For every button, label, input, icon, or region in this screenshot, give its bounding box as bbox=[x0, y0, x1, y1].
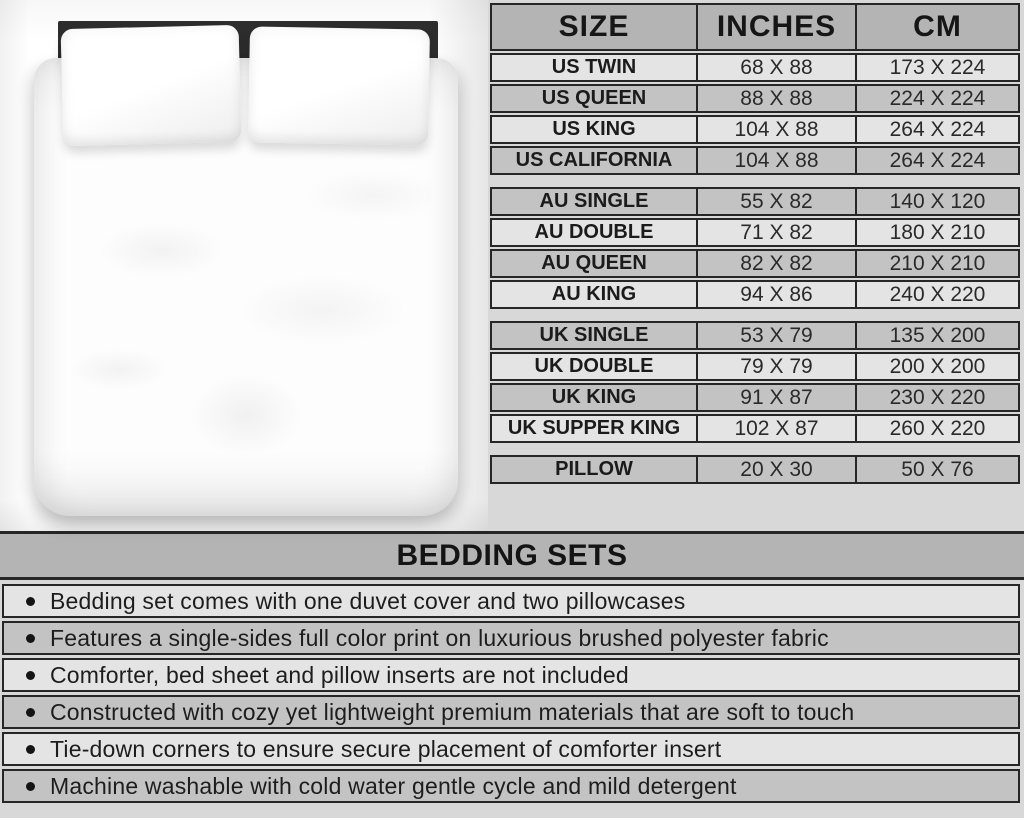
bullet-dot-icon bbox=[26, 634, 35, 643]
size-cell: US CALIFORNIA bbox=[515, 149, 673, 171]
inches-cell: 104 X 88 bbox=[696, 148, 855, 173]
inches-cell: 82 X 82 bbox=[696, 251, 855, 276]
size-cell: UK KING bbox=[551, 386, 637, 408]
size-table-row bbox=[490, 383, 1020, 412]
inches-cell: 79 X 79 bbox=[696, 354, 855, 379]
bed-photo bbox=[0, 0, 488, 531]
size-table-row bbox=[490, 115, 1020, 144]
size-table-row bbox=[490, 352, 1020, 381]
size-table-row bbox=[490, 187, 1020, 216]
feature-text: Tie-down corners to ensure secure placement of comforter insert bbox=[50, 735, 722, 762]
cm-cell: 173 X 224 bbox=[855, 55, 1018, 80]
cm-cell: 224 X 224 bbox=[855, 86, 1018, 111]
bullet-dot-icon bbox=[26, 745, 35, 754]
description-section bbox=[0, 531, 1024, 806]
size-cell: AU KING bbox=[551, 283, 637, 305]
inches-cell: 94 X 86 bbox=[696, 282, 855, 307]
size-table-group bbox=[490, 455, 1020, 484]
inches-column-header: INCHES bbox=[696, 5, 855, 49]
size-table-group bbox=[490, 53, 1020, 175]
inches-cell: 91 X 87 bbox=[696, 385, 855, 410]
cm-cell: 210 X 210 bbox=[855, 251, 1018, 276]
inches-cell: 20 X 30 bbox=[696, 457, 855, 482]
size-table-row bbox=[490, 218, 1020, 247]
feature-item bbox=[2, 695, 1020, 729]
feature-item bbox=[2, 769, 1020, 803]
cm-column-header: CM bbox=[855, 5, 1018, 49]
feature-text: Features a single-sides full color print on luxurious brushed polyester fabric bbox=[50, 624, 829, 651]
bullet-dot-icon bbox=[26, 782, 35, 791]
feature-text: Machine washable with cold water gentle cycle and mild detergent bbox=[50, 772, 737, 799]
size-table-row bbox=[490, 321, 1020, 350]
inches-cell: 88 X 88 bbox=[696, 86, 855, 111]
cm-cell: 180 X 210 bbox=[855, 220, 1018, 245]
cm-cell: 240 X 220 bbox=[855, 282, 1018, 307]
feature-item bbox=[2, 621, 1020, 655]
inches-cell: 102 X 87 bbox=[696, 416, 855, 441]
cm-cell: 50 X 76 bbox=[855, 457, 1018, 482]
inches-cell: 68 X 88 bbox=[696, 55, 855, 80]
bullet-dot-icon bbox=[26, 597, 35, 606]
feature-item bbox=[2, 584, 1020, 618]
feature-text: Bedding set comes with one duvet cover and two pillowcases bbox=[50, 587, 686, 614]
size-cell: UK SINGLE bbox=[539, 324, 649, 346]
section-title: BEDDING SETS bbox=[0, 531, 1024, 580]
size-cell: AU QUEEN bbox=[541, 252, 647, 274]
size-table-groups bbox=[490, 53, 1020, 484]
size-table-row bbox=[490, 53, 1020, 82]
cm-cell: 200 X 200 bbox=[855, 354, 1018, 379]
size-table-row bbox=[490, 280, 1020, 309]
cm-cell: 230 X 220 bbox=[855, 385, 1018, 410]
feature-item bbox=[2, 732, 1020, 766]
size-cell: US TWIN bbox=[551, 56, 637, 78]
cm-cell: 264 X 224 bbox=[855, 117, 1018, 142]
size-cell: US QUEEN bbox=[541, 87, 647, 109]
size-table bbox=[490, 3, 1020, 496]
feature-list bbox=[0, 580, 1024, 803]
size-cell: AU DOUBLE bbox=[534, 221, 654, 243]
pillow-right bbox=[248, 26, 430, 145]
inches-cell: 55 X 82 bbox=[696, 189, 855, 214]
cm-cell: 260 X 220 bbox=[855, 416, 1018, 441]
size-table-row bbox=[490, 414, 1020, 443]
size-cell: UK DOUBLE bbox=[534, 355, 654, 377]
feature-item bbox=[2, 658, 1020, 692]
size-cell: PILLOW bbox=[555, 458, 633, 480]
inches-cell: 104 X 88 bbox=[696, 117, 855, 142]
size-table-group bbox=[490, 187, 1020, 309]
cm-cell: 135 X 200 bbox=[855, 323, 1018, 348]
size-cell: UK SUPPER KING bbox=[507, 417, 681, 439]
size-table-row bbox=[490, 146, 1020, 175]
size-column-header: SIZE bbox=[558, 10, 630, 43]
size-table-row bbox=[490, 455, 1020, 484]
cm-cell: 264 X 224 bbox=[855, 148, 1018, 173]
inches-cell: 53 X 79 bbox=[696, 323, 855, 348]
size-cell: US KING bbox=[552, 118, 636, 140]
bullet-dot-icon bbox=[26, 708, 35, 717]
size-table-header-row bbox=[490, 3, 1020, 51]
size-cell: AU SINGLE bbox=[539, 190, 649, 212]
feature-text: Constructed with cozy yet lightweight premium materials that are soft to touch bbox=[50, 698, 855, 725]
feature-text: Comforter, bed sheet and pillow inserts are not included bbox=[50, 661, 629, 688]
size-table-group bbox=[490, 321, 1020, 443]
cm-cell: 140 X 120 bbox=[855, 189, 1018, 214]
bullet-dot-icon bbox=[26, 671, 35, 680]
pillow-left bbox=[61, 25, 242, 146]
inches-cell: 71 X 82 bbox=[696, 220, 855, 245]
size-table-row bbox=[490, 84, 1020, 113]
size-table-row bbox=[490, 249, 1020, 278]
